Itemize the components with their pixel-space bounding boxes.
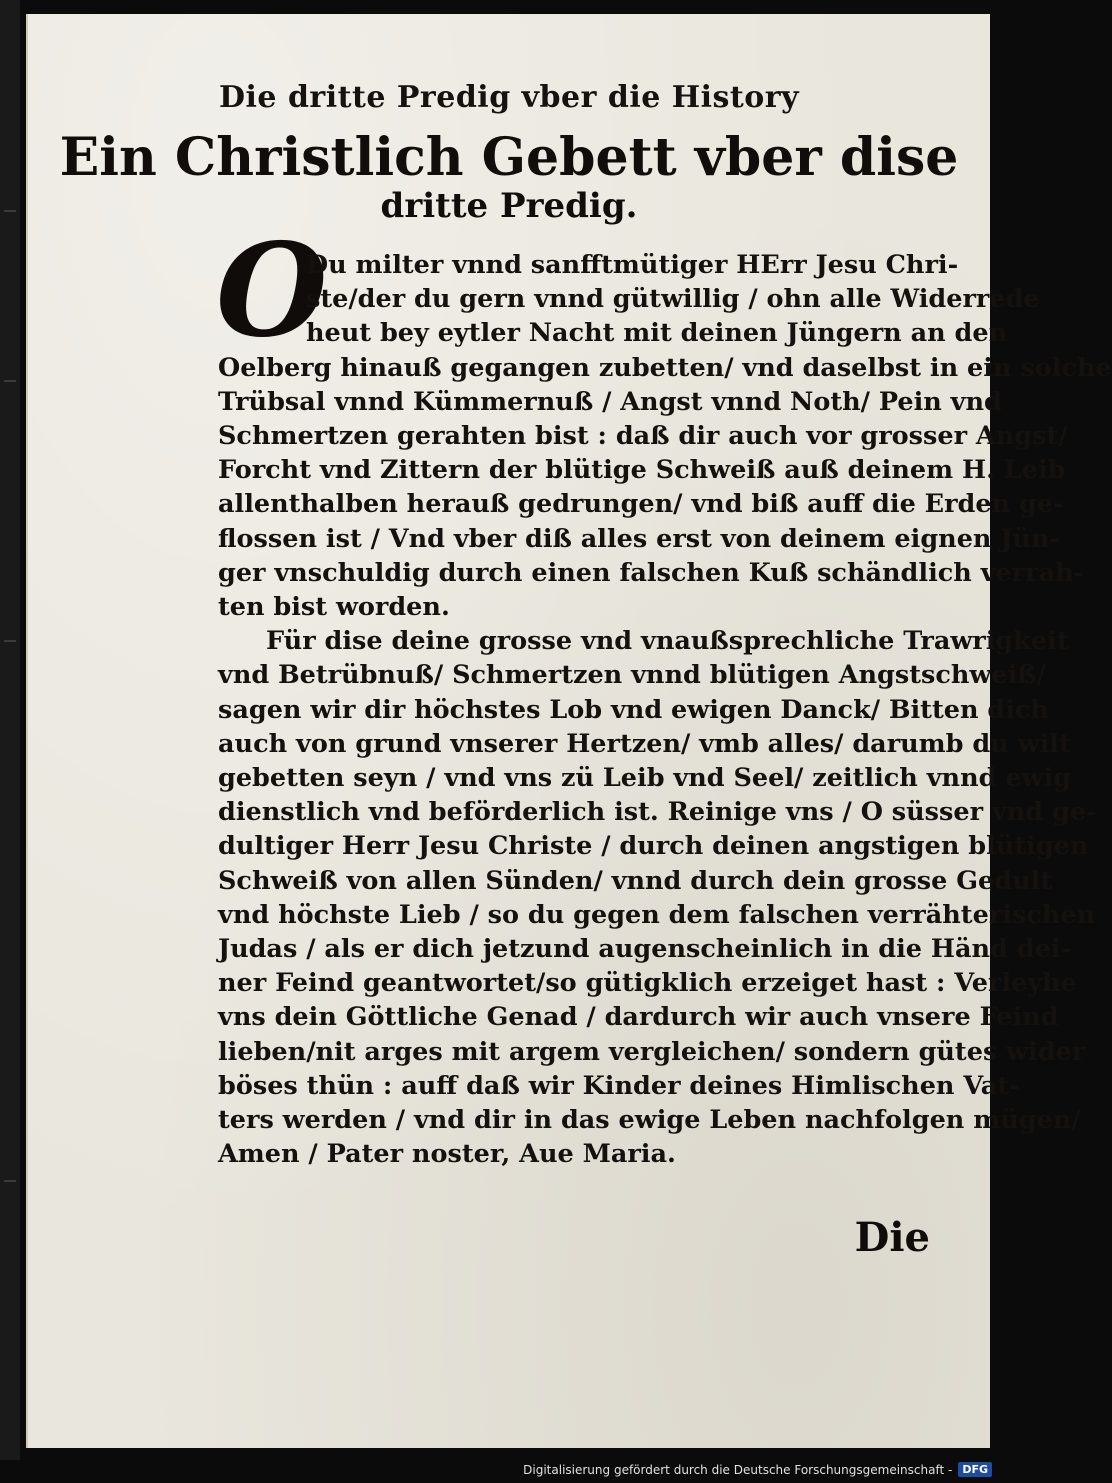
text-line: Judas / als er dich jetzund augenscheinlich in die Händ dei- bbox=[218, 934, 1072, 965]
text-line: sagen wir dir höchstes Lob vnd ewigen Danck/ Bitten dich bbox=[218, 694, 1049, 725]
page-subtitle: dritte Predig. bbox=[380, 186, 638, 226]
scan-mark bbox=[4, 640, 16, 642]
scan-mark bbox=[4, 210, 16, 212]
text-line: dienstlich vnd beförderlich ist. Reinige vns / O süsser vnd ge- bbox=[218, 797, 1097, 828]
text-line: dultiger Herr Jesu Christe / durch deinen angstigen blütigen bbox=[218, 831, 1089, 862]
body-text bbox=[218, 248, 1112, 1171]
page-title: Ein Christlich Gebett vber dise bbox=[59, 127, 959, 188]
text-line: Schweiß von allen Sünden/ vnnd durch dein grosse Gedult bbox=[218, 865, 1053, 896]
text-line: vns dein Göttliche Genad / dardurch wir auch vnsere Feind bbox=[218, 1002, 1059, 1033]
text-line: Trübsal vnnd Kümmernuß / Angst vnnd Noth/ Pein vnd bbox=[218, 386, 1002, 417]
text-line: flossen ist / Vnd vber diß alles erst von deinem eignen Jün- bbox=[218, 523, 1061, 554]
text-line: vnd höchste Lieb / so du gegen dem falschen verrähterischen bbox=[218, 899, 1096, 930]
text-line: ner Feind geantwortet/so gütigklich erzeiget hast : Verleyhe bbox=[218, 968, 1077, 999]
text-line: lieben/nit arges mit argem vergleichen/ sondern gütes wider bbox=[218, 1036, 1086, 1067]
drop-cap: O bbox=[216, 216, 328, 366]
book-page bbox=[26, 14, 1112, 1448]
text-line: allenthalben herauß gedrungen/ vnd biß auff die Erden ge- bbox=[218, 489, 1064, 520]
scan-mark bbox=[4, 380, 16, 382]
digitization-credit bbox=[523, 1462, 992, 1477]
text-line: ger vnschuldig durch einen falschen Kuß schändlich verrah- bbox=[218, 557, 1085, 588]
text-line: ters werden / vnd dir in das ewige Leben nachfolgen mügen/ bbox=[218, 1105, 1081, 1136]
text-line: Für dise deine grosse vnd vnaußsprechliche Trawrigkeit bbox=[266, 626, 1069, 657]
credit-text: Digitalisierung gefördert durch die Deutsche Forschungsgemeinschaft - bbox=[523, 1462, 953, 1477]
scan-mark bbox=[4, 1180, 16, 1182]
text-line: ste/der du gern vnnd gütwillig / ohn alle Widerrede bbox=[306, 284, 1040, 315]
scan-margin bbox=[0, 0, 20, 1460]
running-head: Die dritte Predig vber die History bbox=[219, 80, 799, 115]
text-line: auch von grund vnserer Hertzen/ vmb alles/ darumb du wilt bbox=[218, 728, 1071, 759]
text-line: ten bist worden. bbox=[218, 592, 450, 623]
text-line: vnd Betrübnuß/ Schmertzen vnnd blütigen Angstschweiß/ bbox=[218, 660, 1046, 691]
text-line: Du milter vnnd sanfftmütiger HErr Jesu Chri- bbox=[306, 250, 959, 280]
text-line: Oelberg hinauß gegangen zubetten/ vnd daselbst in ein solche bbox=[218, 352, 1112, 383]
text-line: Schmertzen gerahten bist : daß dir auch vor grosser Angst/ bbox=[218, 421, 1068, 452]
text-line: böses thün : auff daß wir Kinder deines Himlischen Vat- bbox=[218, 1070, 1020, 1101]
text-line: Forcht vnd Zittern der blütige Schweiß auß deinem H. Leib bbox=[218, 455, 1066, 486]
text-line: gebetten seyn / vnd vns zü Leib vnd Seel/ zeitlich vnnd ewig bbox=[218, 763, 1072, 794]
dfg-logo: DFG bbox=[958, 1462, 992, 1477]
text-line: Amen / Pater noster, Aue Maria. bbox=[218, 1139, 676, 1170]
text-line: heut bey eytler Nacht mit deinen Jüngern an den bbox=[306, 318, 1008, 349]
catchword: Die bbox=[854, 1214, 930, 1261]
